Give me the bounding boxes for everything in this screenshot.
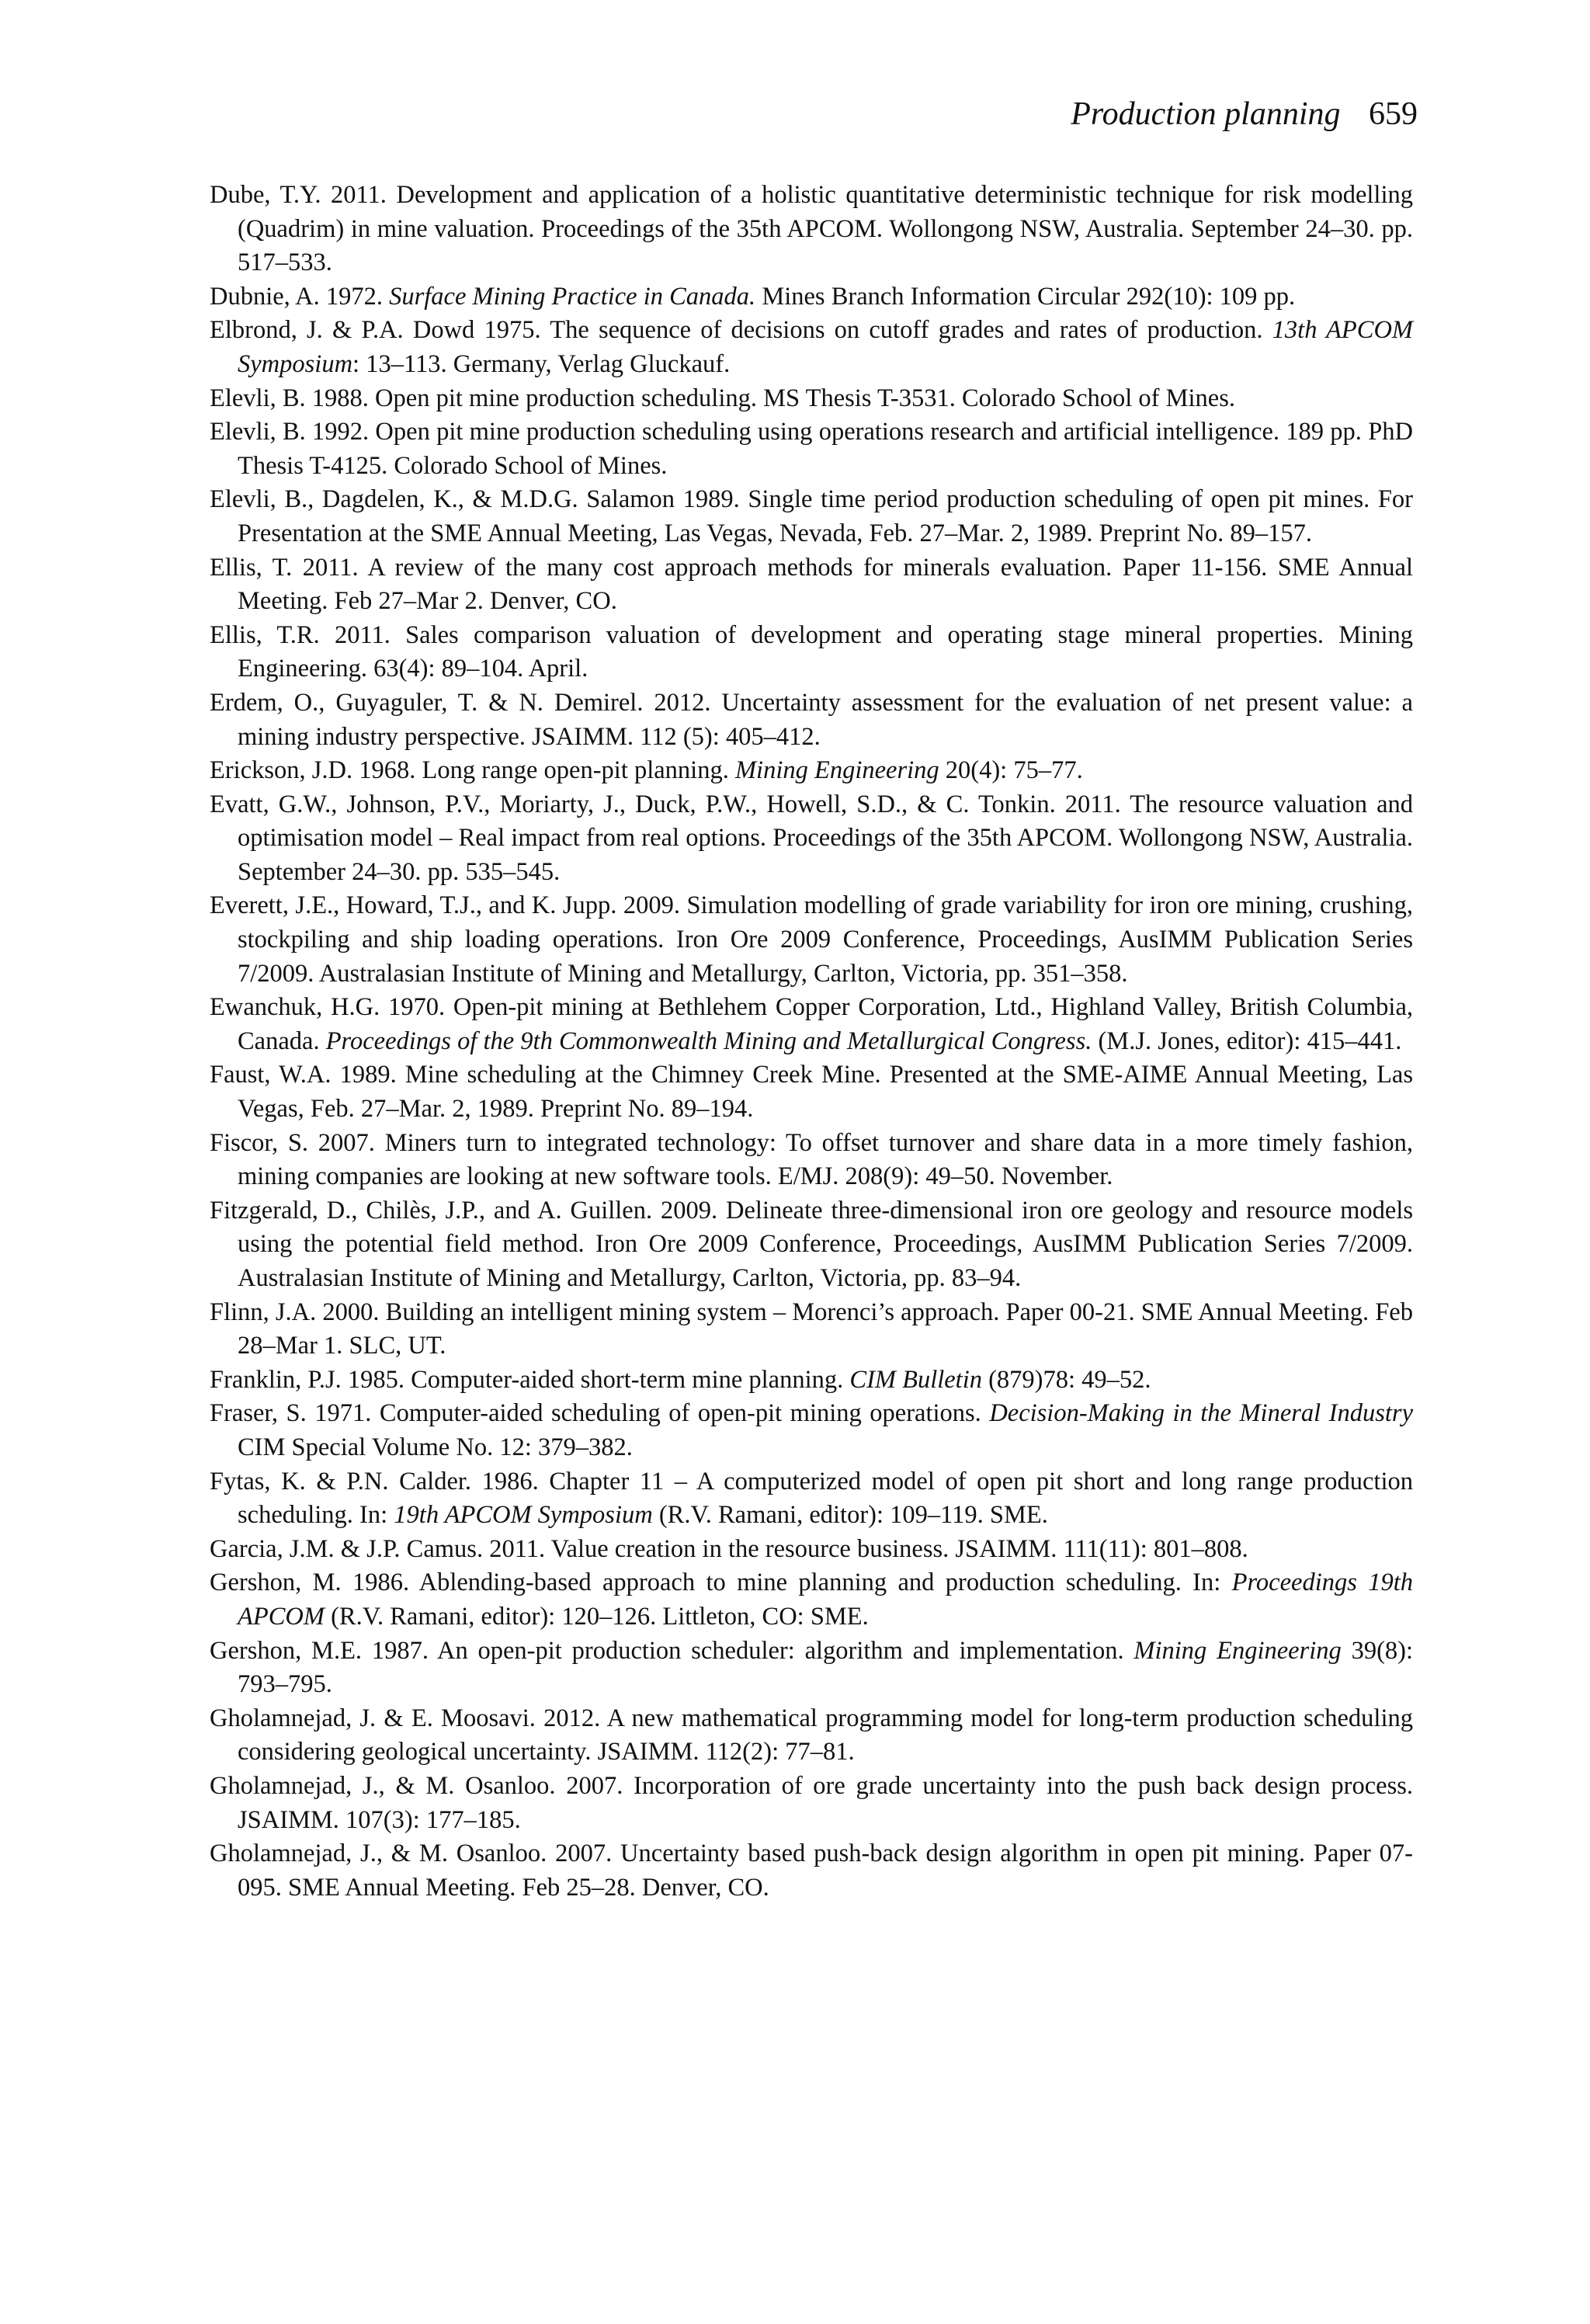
reference-entry (210, 1566, 1413, 1634)
reference-entry (210, 686, 1413, 754)
reference-text: Dubnie, A. 1972. (210, 282, 390, 311)
reference-entry (210, 1296, 1413, 1363)
reference-text: Garcia, J.M. & J.P. Camus. 2011. Value creation in the resource business. JSAIMM. 111(11): 801–808. (210, 1534, 1248, 1563)
reference-text: 20(4): 75–77. (939, 756, 1083, 785)
running-head (1071, 92, 1418, 137)
reference-italic-text: Proceedings of the 9th Commonwealth Mining and Metallurgical Congress. (325, 1027, 1092, 1055)
reference-entry (210, 415, 1413, 483)
reference-text: Fraser, S. 1971. Computer-aided scheduling of open-pit mining operations. (210, 1399, 990, 1428)
reference-italic-text: Mining Engineering (1133, 1636, 1342, 1665)
reference-text: Gershon, M. 1986. Ablending-based approach to mine planning and production scheduling. In: (210, 1568, 1232, 1597)
reference-entry (210, 551, 1413, 619)
page-number: 659 (1369, 96, 1418, 132)
reference-italic-text: CIM Bulletin (849, 1365, 982, 1394)
reference-entry (210, 754, 1413, 788)
reference-text: Elevli, B. 1988. Open pit mine production scheduling. MS Thesis T-3531. Colorado School of Mines. (210, 384, 1235, 412)
reference-text: Everett, J.E., Howard, T.J., and K. Jupp. 2009. Simulation modelling of grade variability for iron ore mining, crushing, stockpiling and ship loading operations. Iron Ore 2009 Conference, Proceedings, AusIMM Publication Series 7/2009. Australasian Institute of Mining and Metallurgy, Carlton, Victoria, pp. 351–358. (210, 891, 1413, 988)
reference-text: Elevli, B. 1992. Open pit mine production scheduling using operations research and artificial intelligence. 189 pp. PhD Thesis T-4125. Colorado School of Mines. (210, 418, 1413, 480)
reference-text: Fytas, K. & P.N. Calder. 1986. Chapter 11 – A computerized model of open pit short and long range production scheduling. In: (210, 1467, 1413, 1530)
reference-entry (210, 991, 1413, 1058)
reference-text: Ewanchuk, H.G. 1970. Open-pit mining at Bethlehem Copper Corporation, Ltd., Highland Valley, British Columbia, Canada. (210, 993, 1413, 1055)
reference-entry (210, 1127, 1413, 1194)
reference-list (210, 179, 1413, 1905)
reference-text: Gholamnejad, J., & M. Osanloo. 2007. Uncertainty based push-back design algorithm in open pit mining. Paper 07-095. SME Annual Meeting. Feb 25–28. Denver, CO. (210, 1839, 1413, 1902)
reference-text: : 13–113. Germany, Verlag Gluckauf. (352, 349, 731, 378)
reference-text: Elevli, B., Dagdelen, K., & M.D.G. Salamon 1989. Single time period production scheduling of open pit mines. For Presentation at the SME Annual Meeting, Las Vegas, Nevada, Feb. 27–Mar. 2, 1989. Preprint No. 89–157. (210, 485, 1413, 547)
reference-entry (210, 314, 1413, 381)
reference-text: Ellis, T. 2011. A review of the many cost approach methods for minerals evaluation. Paper 11-156. SME Annual Meeting. Feb 27–Mar 2. Denver, CO. (210, 553, 1413, 616)
reference-text: Erdem, O., Guyaguler, T. & N. Demirel. 2012. Uncertainty assessment for the evaluation of net present value: a mining industry perspective. JSAIMM. 112 (5): 405–412. (210, 688, 1413, 751)
running-title: Production planning (1071, 96, 1341, 132)
reference-entry (210, 1465, 1413, 1533)
reference-text: Fitzgerald, D., Chilès, J.P., and A. Guillen. 2009. Delineate three-dimensional iron ore geology and resource models using the potential field method. Iron Ore 2009 Conference, Proceedings, AusIMM Publication Series 7/2009. Australasian Institute of Mining and Metallurgy, Carlton, Victoria, pp. 83–94. (210, 1196, 1413, 1292)
reference-text: Elbrond, J. & P.A. Dowd 1975. The sequence of decisions on cutoff grades and rates of production. (210, 316, 1272, 345)
reference-entry (210, 1634, 1413, 1702)
reference-text: Mines Branch Information Circular 292(10): 109 pp. (755, 282, 1296, 311)
reference-text: (R.V. Ramani, editor): 109–119. SME. (652, 1501, 1048, 1530)
reference-text: Gholamnejad, J. & E. Moosavi. 2012. A new mathematical programming model for long-term production scheduling considering geological uncertainty. JSAIMM. 112(2): 77–81. (210, 1704, 1413, 1766)
reference-italic-text: 19th APCOM Symposium (394, 1501, 653, 1530)
reference-italic-text: Decision-Making in the Mineral Industry (989, 1399, 1414, 1428)
reference-entry (210, 1194, 1413, 1296)
reference-text: Flinn, J.A. 2000. Building an intelligent mining system – Morenci’s approach. Paper 00-21. SME Annual Meeting. Feb 28–Mar 1. SLC, UT. (210, 1297, 1413, 1360)
reference-text: Gershon, M.E. 1987. An open-pit production scheduler: algorithm and implementation. (210, 1636, 1134, 1665)
reference-entry (210, 619, 1413, 686)
reference-italic-text: Surface Mining Practice in Canada. (389, 282, 756, 311)
reference-text: (879)78: 49–52. (981, 1365, 1151, 1394)
reference-entry (210, 1363, 1413, 1398)
reference-italic-text: Proceedings 19th APCOM (238, 1568, 1413, 1631)
reference-entry (210, 1058, 1413, 1126)
reference-italic-text: Mining Engineering (734, 756, 939, 785)
reference-text: 39(8): 793–795. (238, 1636, 1413, 1699)
reference-text: CIM Special Volume No. 12: 379–382. (238, 1433, 633, 1461)
reference-entry (210, 788, 1413, 890)
reference-text: Dube, T.Y. 2011. Development and application of a holistic quantitative deterministic technique for risk modelling (Quadrim) in mine valuation. Proceedings of the 35th APCOM. Wollongong NSW, Australia. September 24–30. pp. 517–533. (210, 181, 1413, 277)
reference-entry (210, 1397, 1413, 1464)
reference-text: Gholamnejad, J., & M. Osanloo. 2007. Incorporation of ore grade uncertainty into the push back design process. JSAIMM. 107(3): 177–185. (210, 1771, 1413, 1834)
reference-entry (210, 1533, 1413, 1567)
reference-text: Fiscor, S. 2007. Miners turn to integrated technology: To offset turnover and share data in a more timely fashion, mining companies are looking at new software tools. E/MJ. 208(9): 49–50. November. (210, 1128, 1413, 1191)
reference-text: Franklin, P.J. 1985. Computer-aided short-term mine planning. (210, 1365, 850, 1394)
reference-text: Erickson, J.D. 1968. Long range open-pit planning. (210, 756, 735, 785)
reference-text: Evatt, G.W., Johnson, P.V., Moriarty, J., Duck, P.W., Howell, S.D., & C. Tonkin. 2011. The resource valuation and optimisation model – Real impact from real options. Proceedings of the 35th APCOM. Wollongong NSW, Australia. September 24–30. pp. 535–545. (210, 790, 1413, 886)
reference-entry (210, 179, 1413, 280)
reference-entry (210, 1770, 1413, 1837)
reference-text: Ellis, T.R. 2011. Sales comparison valuation of development and operating stage mineral properties. Mining Engineering. 63(4): 89–104. April. (210, 620, 1413, 683)
reference-entry (210, 889, 1413, 991)
reference-entry (210, 280, 1413, 314)
reference-text: (R.V. Ramani, editor): 120–126. Littleton, CO: SME. (324, 1602, 869, 1631)
reference-entry (210, 1702, 1413, 1770)
reference-entry (210, 382, 1413, 416)
reference-text: (M.J. Jones, editor): 415–441. (1092, 1027, 1402, 1055)
reference-entry (210, 483, 1413, 551)
reference-entry (210, 1837, 1413, 1905)
reference-italic-text: 13th APCOM Symposium (238, 316, 1413, 378)
reference-text: Faust, W.A. 1989. Mine scheduling at the Chimney Creek Mine. Presented at the SME-AIME Annual Meeting, Las Vegas, Feb. 27–Mar. 2, 1989. Preprint No. 89–194. (210, 1061, 1413, 1124)
